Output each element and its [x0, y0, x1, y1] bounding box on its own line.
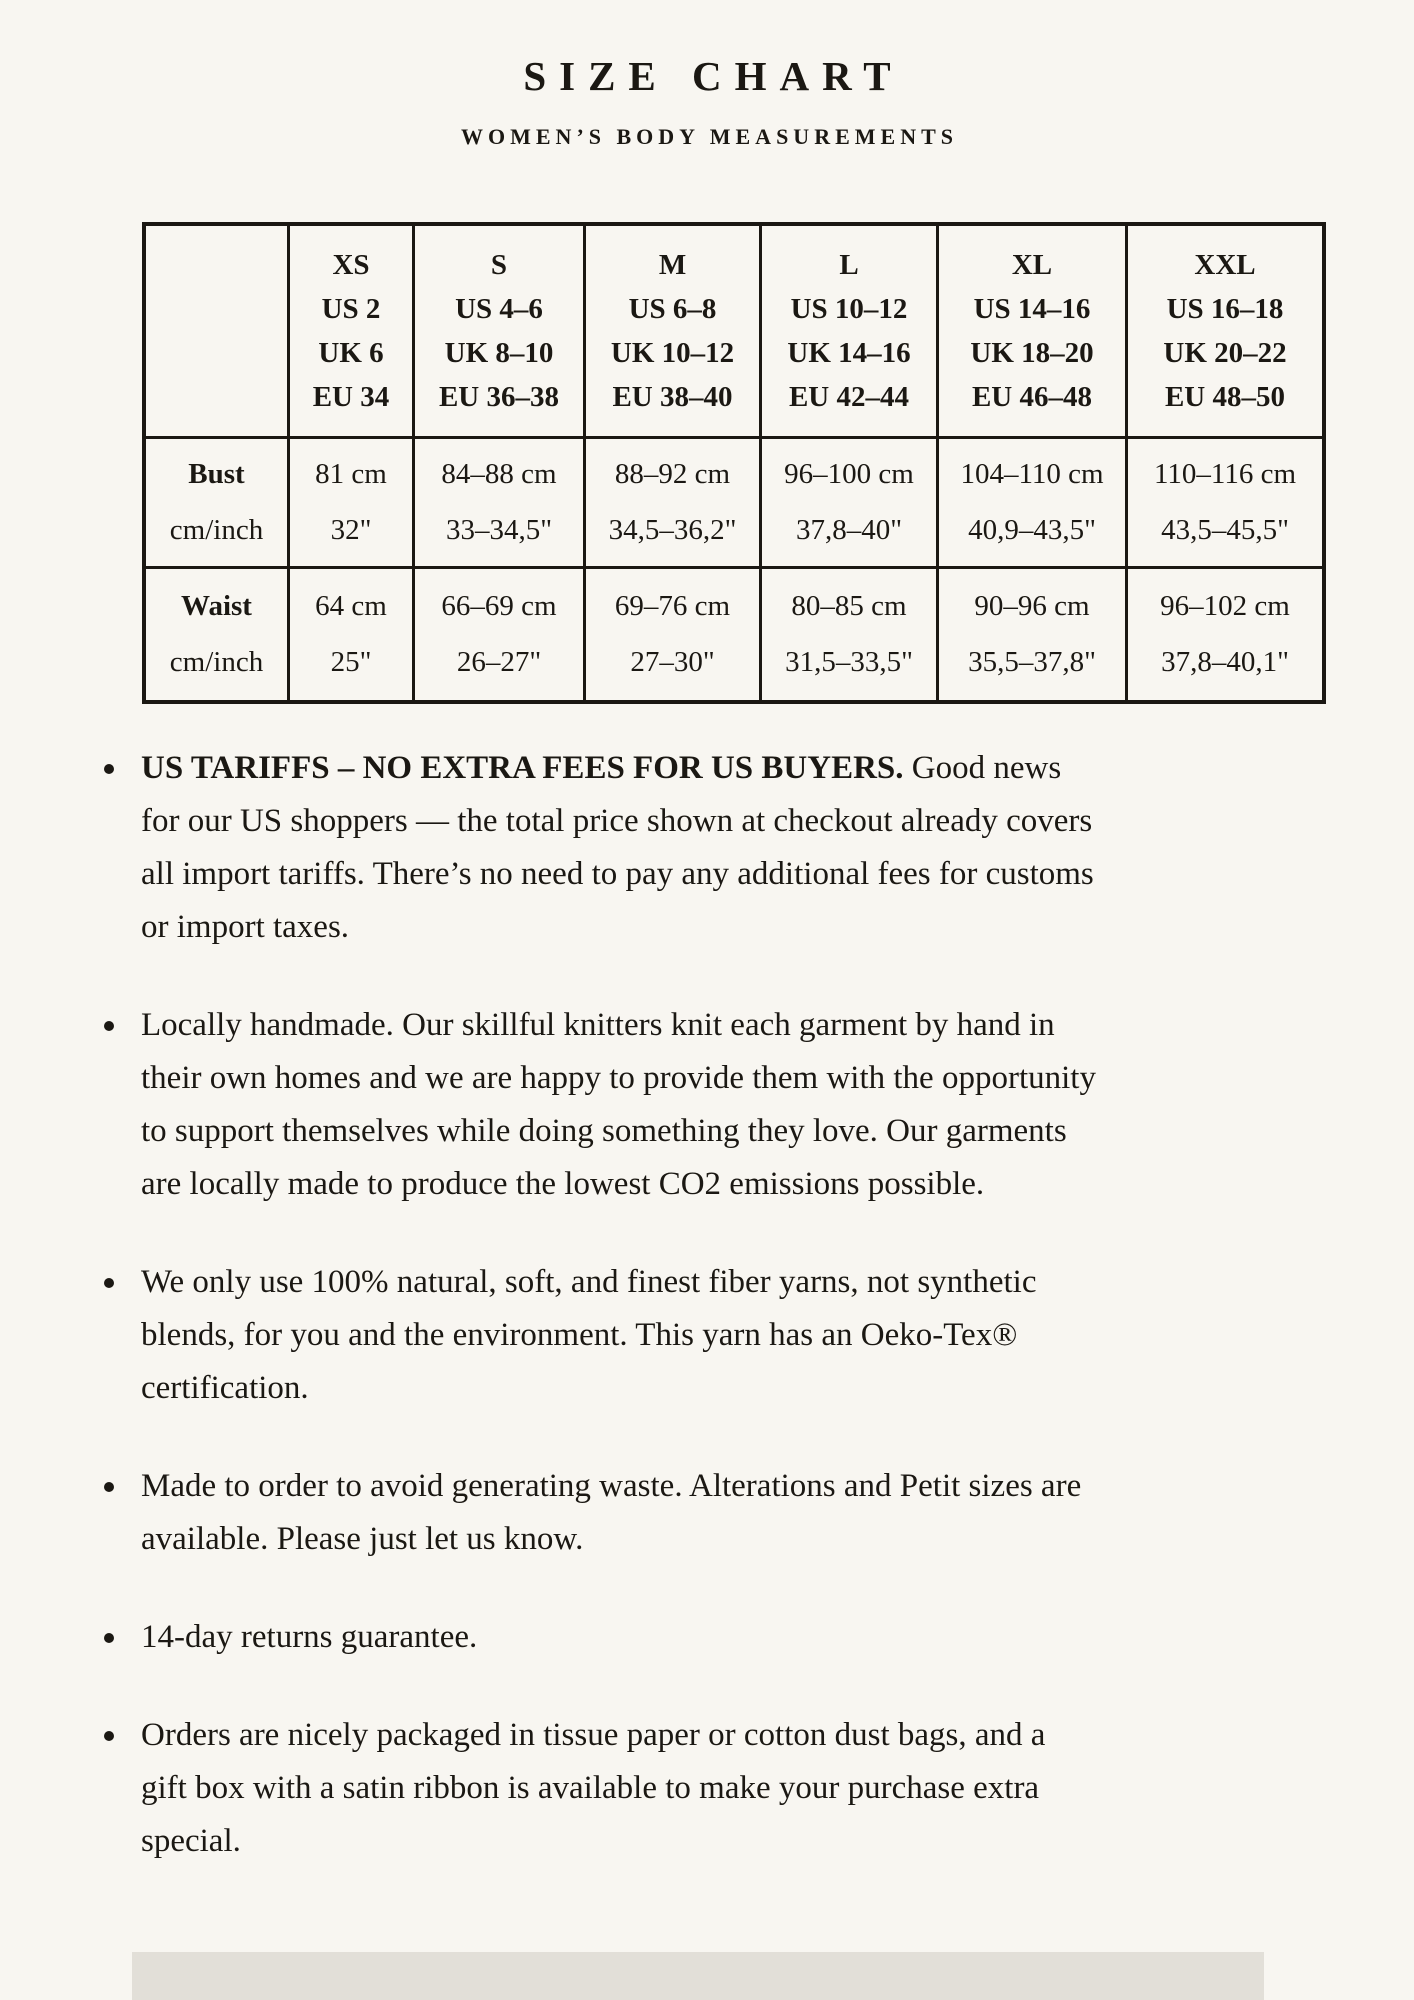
- bust-s: [414, 437, 585, 567]
- note-body: Locally handmade. Our skillful knitters knit each garment by hand in their own homes and we are happy to provide them with the opportunity to support themselves while doing something they love. Our garments are locally made to produce the lowest CO2 emissions possible.: [141, 1007, 1096, 1202]
- value-cm: 96–102 cm: [1160, 590, 1290, 623]
- size-eu: EU 38–40: [612, 380, 733, 413]
- note-returns-guarantee: [104, 1611, 1099, 1664]
- note-natural-yarns: [104, 1256, 1099, 1415]
- size-column-xl: [938, 224, 1127, 437]
- value-cm: 90–96 cm: [974, 590, 1090, 623]
- value-cm: 66–69 cm: [441, 590, 557, 623]
- value-cm: 110–116 cm: [1153, 458, 1297, 490]
- value-cm: 80–85 cm: [791, 590, 907, 623]
- size-column-m: [585, 224, 761, 437]
- bullet-icon: [104, 1731, 114, 1741]
- value-inch: 34,5–36,2": [608, 514, 737, 546]
- bullet-icon: [104, 1482, 114, 1492]
- value-inch: 25": [330, 646, 372, 679]
- note-text: [141, 1709, 1099, 1868]
- waist-xl: [938, 567, 1127, 702]
- value-inch: 37,8–40,1": [1161, 646, 1289, 679]
- note-body: 14-day returns guarantee.: [141, 1619, 478, 1655]
- size-uk: UK 18–20: [970, 336, 1094, 369]
- bullet-icon: [104, 764, 114, 774]
- note-locally-handmade: [104, 999, 1099, 1211]
- measure-name: Bust: [188, 458, 245, 490]
- note-body: We only use 100% natural, soft, and finest fiber yarns, not synthetic blends, for you and the environment. This yarn has an Oeko-Tex® certification.: [141, 1264, 1037, 1406]
- value-inch: 35,5–37,8": [968, 646, 1096, 679]
- size-eu: EU 34: [312, 380, 390, 413]
- size-us: US 16–18: [1166, 292, 1284, 325]
- size-uk: UK 14–16: [787, 336, 911, 369]
- size-uk: UK 6: [318, 336, 384, 369]
- note-text: [141, 1460, 1099, 1566]
- note-made-to-order: [104, 1460, 1099, 1566]
- size-eu: EU 46–48: [971, 380, 1093, 413]
- bust-l: [761, 437, 938, 567]
- bust-row: [144, 437, 1324, 567]
- value-cm: 64 cm: [315, 590, 387, 623]
- measure-name: Waist: [181, 590, 252, 623]
- note-text: [141, 1611, 477, 1664]
- note-text: [141, 742, 1099, 954]
- size-chart-table: [142, 222, 1326, 704]
- measure-unit: cm/inch: [169, 514, 264, 546]
- bust-row-label: [144, 437, 289, 567]
- waist-xxl: [1127, 567, 1325, 702]
- size-name: XL: [1011, 248, 1053, 281]
- note-bold-lead: US TARIFFS – NO EXTRA FEES FOR US BUYERS.: [141, 750, 912, 786]
- bust-xs: [289, 437, 414, 567]
- size-uk: UK 10–12: [610, 336, 735, 369]
- size-us: US 10–12: [790, 292, 908, 325]
- waist-m: [585, 567, 761, 702]
- size-column-xxl: [1127, 224, 1325, 437]
- waist-s: [414, 567, 585, 702]
- waist-l: [761, 567, 938, 702]
- value-inch: 31,5–33,5": [785, 646, 913, 679]
- value-cm: 84–88 cm: [441, 458, 557, 490]
- size-eu: EU 48–50: [1164, 380, 1286, 413]
- size-eu: EU 42–44: [788, 380, 910, 413]
- size-us: US 2: [321, 292, 381, 325]
- waist-xs: [289, 567, 414, 702]
- value-cm: 81 cm: [315, 458, 387, 490]
- page-title: SIZE CHART: [523, 53, 904, 99]
- note-us-tariffs: [104, 742, 1099, 954]
- bullet-icon: [104, 1633, 114, 1643]
- size-uk: UK 20–22: [1163, 336, 1287, 369]
- size-us: US 6–8: [628, 292, 717, 325]
- size-column-l: [761, 224, 938, 437]
- size-name: XS: [332, 248, 370, 281]
- note-text: [141, 1256, 1099, 1415]
- size-uk: UK 8–10: [444, 336, 554, 369]
- value-inch: 33–34,5": [445, 514, 553, 546]
- waist-row: [144, 567, 1324, 702]
- size-us: US 14–16: [973, 292, 1091, 325]
- value-cm: 96–100 cm: [784, 458, 914, 490]
- bust-m: [585, 437, 761, 567]
- bullet-icon: [104, 1278, 114, 1288]
- size-eu: EU 36–38: [438, 380, 560, 413]
- value-inch: 37,8–40": [795, 514, 903, 546]
- value-inch: 43,5–45,5": [1161, 514, 1289, 546]
- size-name: L: [839, 248, 859, 281]
- size-name: S: [490, 248, 508, 281]
- value-inch: 26–27": [456, 646, 542, 679]
- product-notes-list: [104, 742, 1099, 1913]
- note-body: Good news for our US shoppers — the total price shown at checkout already covers all import tariffs. There’s no need to pay any additional fees for customs or import taxes.: [141, 750, 1094, 945]
- size-us: US 4–6: [455, 292, 543, 325]
- measure-unit: cm/inch: [169, 646, 264, 679]
- size-name: M: [658, 248, 687, 281]
- value-cm: 69–76 cm: [614, 590, 731, 623]
- note-body: Orders are nicely packaged in tissue paper or cotton dust bags, and a gift box with a satin ribbon is available to make your purchase extra special.: [141, 1717, 1046, 1859]
- page-subtitle: WOMEN’S BODY MEASUREMENTS: [461, 124, 958, 149]
- bottom-gray-band: [132, 1952, 1264, 2000]
- value-inch: 40,9–43,5": [968, 514, 1096, 546]
- note-text: [141, 999, 1099, 1211]
- value-inch: 32": [330, 514, 372, 546]
- bust-xl: [938, 437, 1127, 567]
- value-cm: 88–92 cm: [614, 458, 731, 490]
- size-column-s: [414, 224, 585, 437]
- bullet-icon: [104, 1021, 114, 1031]
- size-column-xs: [289, 224, 414, 437]
- corner-cell: [144, 224, 289, 437]
- bust-xxl: [1127, 437, 1325, 567]
- note-packaging: [104, 1709, 1099, 1868]
- waist-row-label: [144, 567, 289, 702]
- size-name: XXL: [1194, 248, 1256, 281]
- value-inch: 27–30": [630, 646, 715, 679]
- value-cm: 104–110 cm: [960, 458, 1104, 490]
- note-body: Made to order to avoid generating waste. Alterations and Petit sizes are available. Please just let us know.: [141, 1468, 1082, 1557]
- table-header-row: [144, 224, 1324, 437]
